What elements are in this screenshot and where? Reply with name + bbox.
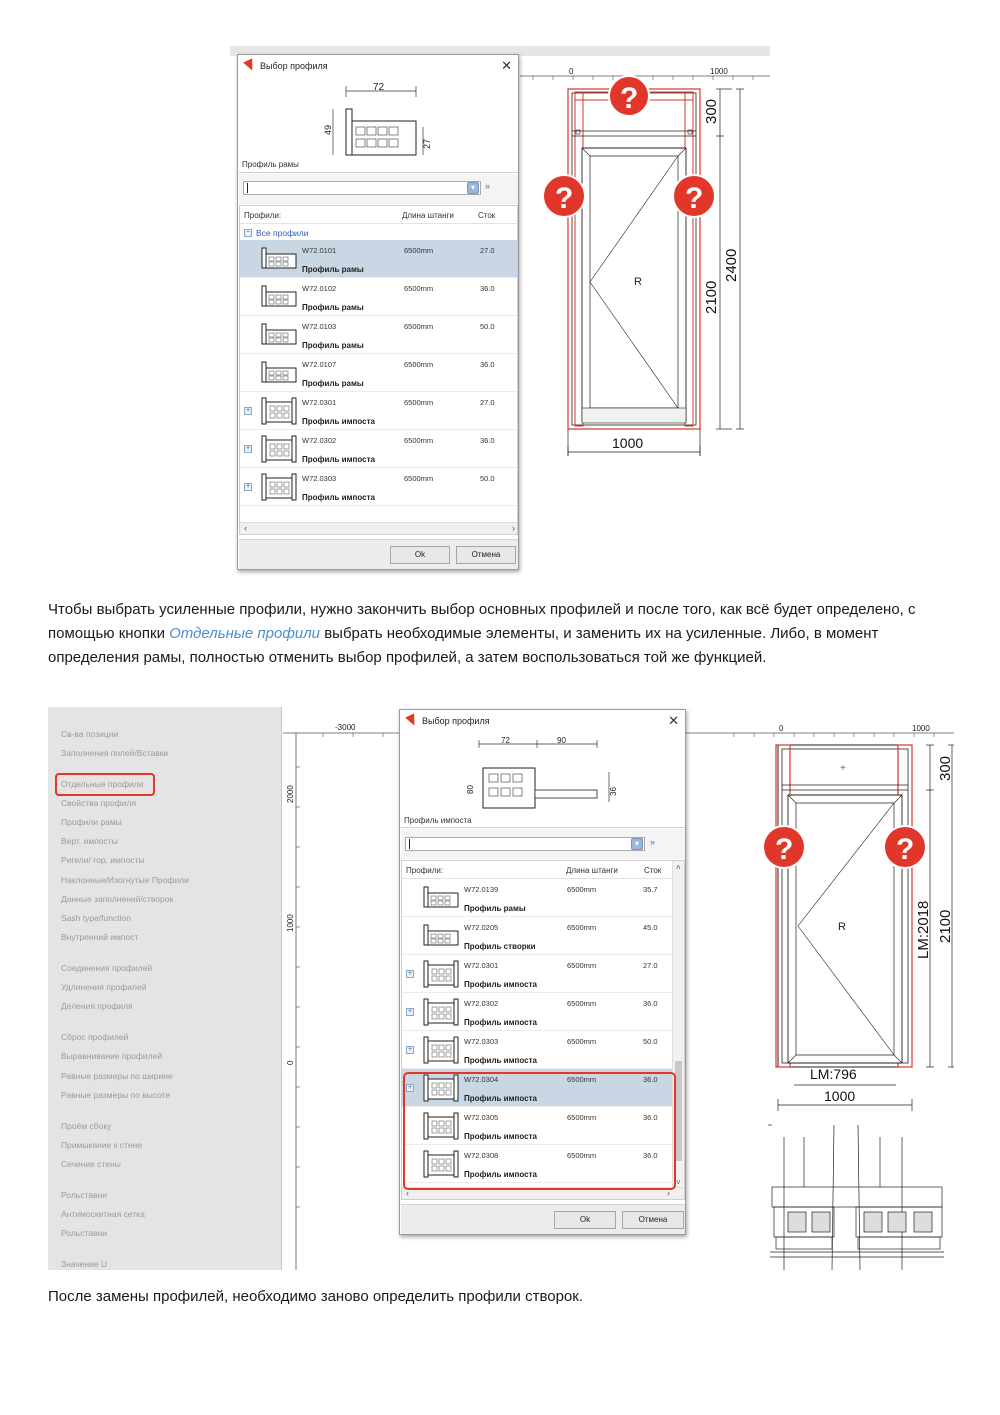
paragraph-text-2: выбрать необходимые элементы, и заменить их на усиленные. Либо, в момент определения рамы, полностью отменить выбор профилей, а затем воспользоваться той же функцией. — [48, 625, 879, 666]
sash-label-r-2: R — [838, 921, 846, 933]
profile-length: 6500mm — [404, 322, 434, 331]
table-row[interactable] — [402, 879, 672, 917]
profile-thumbnail-icon — [422, 1035, 460, 1065]
highlight-reinforced-profiles — [403, 1072, 676, 1190]
profile-length: 6500mm — [567, 1075, 597, 1084]
profile-stock: 27.0 — [480, 246, 495, 255]
profile-stock: 36.0 — [643, 1075, 658, 1084]
sidebar-item[interactable]: Данные заполнений/створок — [61, 894, 174, 904]
profile-name: Профиль импоста — [464, 1170, 537, 1179]
profile-stock: 50.0 — [480, 322, 495, 331]
profile-code: W72.0102 — [302, 284, 337, 293]
profile-preview — [239, 77, 518, 173]
horizontal-scrollbar[interactable] — [240, 522, 518, 534]
sidebar-item[interactable]: Равные размеры по высоте — [61, 1090, 171, 1100]
sidebar-item[interactable]: Равные размеры по ширине — [61, 1071, 173, 1081]
dim-72-2: 72 — [501, 736, 510, 745]
preview-caption: Профиль рамы — [242, 160, 299, 169]
scroll-left-icon[interactable]: ‹ — [406, 1188, 409, 1198]
dim-2100: 2100 — [703, 280, 720, 314]
profile-length: 6500mm — [567, 885, 597, 894]
canvas-left — [283, 707, 403, 1270]
profile-stock: 36.0 — [480, 436, 495, 445]
ruler-0: 0 — [569, 67, 574, 76]
dialog-title-bar-2 — [400, 710, 685, 732]
profile-length: 6500mm — [567, 999, 597, 1008]
profile-name: Профиль импоста — [464, 1056, 537, 1065]
profile-stock: 27.0 — [643, 961, 658, 970]
sidebar-item[interactable]: Наклонные/Изогнутые Профили — [61, 875, 189, 885]
chevron-down-icon[interactable]: ▾ — [631, 838, 643, 850]
profile-name: Профиль импоста — [302, 493, 375, 502]
profile-length: 6500mm — [404, 474, 434, 483]
profile-thumbnail-icon — [260, 282, 298, 312]
expand-icon[interactable]: + — [407, 970, 413, 977]
profile-stock: 35.7 — [643, 885, 658, 894]
profile-code: W72.0302 — [464, 999, 499, 1008]
profile-name: Профиль рамы — [302, 265, 364, 274]
sidebar-item[interactable]: Заполнения полей/Вставки — [61, 748, 169, 758]
sidebar-item[interactable]: Ригели/ гор. импосты — [61, 855, 145, 865]
profile-select-dialog-2 — [399, 709, 686, 1235]
profile-code: W72.0303 — [464, 1037, 499, 1046]
profile-name: Профиль импоста — [302, 455, 375, 464]
expand-icon[interactable]: + — [245, 483, 251, 490]
dialog-footer-2 — [401, 1204, 685, 1234]
screenshot-top — [230, 46, 770, 574]
sidebar-item[interactable]: Внутренний импост — [61, 932, 139, 942]
profile-code: W72.0302 — [302, 436, 337, 445]
profile-code: W72.0304 — [464, 1075, 499, 1084]
dialog-footer — [239, 539, 518, 569]
profile-select-dialog-1 — [237, 54, 519, 570]
profile-code: W72.0308 — [464, 1151, 499, 1160]
profile-stock: 27.0 — [480, 398, 495, 407]
header-profiles: Профили: — [406, 866, 444, 875]
header-profiles: Профили: — [244, 211, 282, 220]
profile-code: W72.0205 — [464, 923, 499, 932]
ruler-1000-top: 1000 — [912, 724, 930, 733]
profile-length: 6500mm — [567, 1113, 597, 1122]
profile-length: 6500mm — [404, 398, 434, 407]
table-row[interactable] — [240, 278, 517, 316]
window-drawing-2 — [684, 707, 954, 1270]
profile-stock: 50.0 — [480, 474, 495, 483]
ok-button[interactable]: Ok — [390, 546, 450, 564]
sidebar-item[interactable]: Антимоскитная сетка — [61, 1209, 145, 1219]
screenshot-bottom — [48, 707, 954, 1270]
profile-code: W72.0301 — [302, 398, 337, 407]
dim-300-2: 300 — [937, 755, 954, 781]
sidebar-item[interactable]: Выравнивание профилей — [61, 1051, 163, 1061]
profile-thumbnail-icon — [260, 358, 298, 388]
profile-name: Профиль рамы — [302, 303, 364, 312]
scroll-up-icon[interactable]: ˄ — [676, 863, 681, 872]
sidebar-item[interactable]: Св-ва позиции — [61, 729, 119, 739]
profiles-list — [239, 205, 518, 535]
profile-length: 6500mm — [567, 961, 597, 970]
dialog-title-bar — [238, 55, 518, 77]
expand-icon[interactable]: + — [407, 1008, 413, 1015]
sidebar-item[interactable]: Сброс профилей — [61, 1032, 129, 1042]
paragraph-instructions — [48, 598, 958, 670]
chevron-down-icon[interactable]: ▾ — [467, 182, 479, 194]
paragraph-after-replace: После замены профилей, необходимо заново определить профили створок. — [48, 1288, 583, 1305]
dim-72: 72 — [373, 83, 385, 93]
sidebar-item[interactable]: Примыкание к стене — [61, 1140, 142, 1150]
sidebar-menu — [48, 707, 282, 1270]
scroll-right-icon[interactable]: › — [512, 523, 515, 533]
profile-stock: 36.0 — [480, 284, 495, 293]
profile-name: Профиль импоста — [302, 417, 375, 426]
dim-1000: 1000 — [612, 435, 644, 451]
header-stock: Сток — [644, 866, 662, 875]
sidebar-item[interactable]: Удлинения профилей — [61, 982, 147, 992]
dim-90: 90 — [557, 736, 566, 745]
scroll-thumb[interactable] — [675, 1061, 682, 1161]
profile-length: 6500mm — [567, 1037, 597, 1046]
sidebar-item[interactable]: Рольставни — [61, 1228, 107, 1238]
profile-thumbnail-icon — [422, 883, 460, 913]
sidebar-item[interactable]: Профили рамы — [61, 817, 122, 827]
table-row[interactable] — [402, 917, 672, 955]
window-drawing-1 — [520, 56, 770, 456]
preview-caption-2: Профиль импоста — [404, 816, 472, 825]
lm-2018: LM:2018 — [915, 900, 932, 959]
sidebar-item[interactable]: Отдельные профили — [61, 779, 144, 789]
profile-stock: 45.0 — [643, 923, 658, 932]
dim-1000-2: 1000 — [824, 1088, 856, 1104]
profile-code: W72.0101 — [302, 246, 337, 255]
expand-icon[interactable]: + — [245, 445, 251, 452]
table-row[interactable] — [240, 392, 517, 430]
scroll-right-icon[interactable]: › — [667, 1188, 670, 1198]
profile-stock: 36.0 — [480, 360, 495, 369]
profile-code: W72.0139 — [464, 885, 499, 894]
header-length: Длина штанги — [402, 211, 454, 220]
profile-preview-2 — [401, 732, 685, 828]
table-row[interactable] — [240, 316, 517, 354]
svg-text:?: ? — [775, 833, 794, 866]
table-row[interactable] — [402, 993, 672, 1031]
expand-icon[interactable]: + — [407, 1084, 413, 1091]
sidebar-item[interactable]: Верт. импосты — [61, 836, 118, 846]
ruler-1000: 1000 — [710, 67, 728, 76]
table-row[interactable] — [240, 240, 517, 278]
dim-36: 36 — [609, 787, 618, 796]
svg-text:?: ? — [685, 182, 704, 215]
profile-thumbnail-icon — [260, 434, 298, 464]
cancel-button[interactable]: Отмена — [456, 546, 516, 564]
app-logo-icon — [243, 58, 257, 72]
profile-stock: 36.0 — [643, 1113, 658, 1122]
search-row-2 — [401, 829, 685, 859]
sidebar-item[interactable]: Sash type/function — [61, 913, 131, 923]
profile-thumbnail-icon — [260, 320, 298, 350]
question-badge-right-2 — [884, 826, 926, 868]
group-all-profiles[interactable]: Все профили — [256, 228, 309, 238]
double-chevron-icon[interactable]: » — [485, 181, 491, 191]
collapse-icon[interactable]: − — [245, 229, 251, 236]
dim-27: 27 — [422, 138, 432, 149]
profile-stock: 36.0 — [643, 1151, 658, 1160]
profile-name: Профиль рамы — [302, 341, 364, 350]
profile-stock: 50.0 — [643, 1037, 658, 1046]
highlight-separate-profiles — [55, 773, 155, 796]
svg-text:?: ? — [620, 82, 639, 115]
center-mark: + — [840, 763, 846, 774]
table-row[interactable] — [240, 468, 517, 506]
profile-name: Профиль створки — [464, 942, 536, 951]
separate-profiles-link[interactable]: Отдельные профили — [169, 625, 321, 642]
sidebar-item[interactable]: Деления профиля — [61, 1001, 133, 1011]
question-badge-left-2 — [763, 826, 805, 868]
profile-length: 6500mm — [567, 1151, 597, 1160]
ruler-minus-3000: -3000 — [335, 723, 356, 732]
profile-code: W72.0107 — [302, 360, 337, 369]
expand-icon[interactable]: + — [407, 1046, 413, 1053]
profile-name: Профиль рамы — [302, 379, 364, 388]
dim-49: 49 — [323, 124, 333, 135]
svg-text:?: ? — [555, 182, 574, 215]
profile-section-view — [768, 1125, 944, 1270]
profile-length: 6500mm — [404, 284, 434, 293]
dim-2100-2: 2100 — [937, 909, 954, 943]
sidebar-item[interactable]: Соединения профилей — [61, 963, 153, 973]
table-row[interactable] — [402, 1031, 672, 1069]
sash-label-r: R — [634, 276, 642, 288]
profile-thumbnail-icon — [422, 959, 460, 989]
profile-name: Профиль импоста — [464, 980, 537, 989]
profile-name: Профиль рамы — [464, 904, 526, 913]
ruler-0-top: 0 — [779, 724, 784, 733]
ruler-2000: 2000 — [286, 785, 295, 803]
header-stock: Сток — [478, 211, 496, 220]
list-header — [240, 206, 517, 224]
close-icon[interactable]: ✕ — [668, 713, 679, 728]
profile-thumbnail-icon — [260, 472, 298, 502]
profile-length: 6500mm — [404, 436, 434, 445]
profile-length: 6500mm — [567, 923, 597, 932]
profile-name: Профиль импоста — [464, 1018, 537, 1027]
list-header-2 — [402, 861, 684, 879]
scroll-left-icon[interactable]: ‹ — [244, 523, 247, 533]
question-badge-right — [673, 175, 715, 217]
close-icon[interactable]: ✕ — [501, 58, 512, 73]
ruler-0-v: 0 — [286, 1060, 295, 1065]
search-input[interactable] — [243, 181, 481, 195]
expand-icon[interactable]: + — [245, 407, 251, 414]
sidebar-item[interactable]: Значение U — [61, 1259, 108, 1269]
app-logo-icon — [405, 713, 419, 727]
table-row[interactable] — [402, 955, 672, 993]
dim-2400: 2400 — [723, 248, 740, 282]
cancel-button[interactable]: Отмена — [622, 1211, 684, 1229]
profile-name: Профиль импоста — [464, 1094, 537, 1103]
table-row[interactable] — [240, 354, 517, 392]
paragraph-text-1: Чтобы выбрать усиленные профили, нужно закончить выбор основных профилей и после того, как всё будет определено, с помощью кнопки — [48, 601, 916, 642]
table-row[interactable] — [240, 430, 517, 468]
profile-code: W72.0305 — [464, 1113, 499, 1122]
ruler-1000-v: 1000 — [286, 914, 295, 932]
double-chevron-icon[interactable]: » — [650, 837, 656, 847]
dialog-title: Выбор профиля — [260, 61, 328, 71]
profile-name: Профиль импоста — [464, 1132, 537, 1141]
svg-text:?: ? — [896, 833, 915, 866]
sidebar-item[interactable]: Проём сбоку — [61, 1121, 112, 1131]
profile-thumbnail-icon — [422, 997, 460, 1027]
mullion-section-drawing — [461, 736, 631, 816]
profile-section-drawing — [323, 83, 433, 165]
sidebar-item[interactable]: Свойства профиля — [61, 798, 137, 808]
dialog-title-2: Выбор профиля — [422, 716, 490, 726]
profile-thumbnail-icon — [260, 396, 298, 426]
profile-thumbnail-icon — [422, 921, 460, 951]
question-badge-top — [609, 76, 649, 116]
profile-length: 6500mm — [404, 360, 434, 369]
question-badge-left — [543, 175, 585, 217]
profile-code: W72.0303 — [302, 474, 337, 483]
profile-thumbnail-icon — [260, 244, 298, 274]
profile-code: W72.0103 — [302, 322, 337, 331]
lm-796: LM:796 — [810, 1066, 857, 1082]
sidebar-item[interactable]: Рольставни — [61, 1190, 107, 1200]
profile-length: 6500mm — [404, 246, 434, 255]
sidebar-item[interactable]: Сечение стены — [61, 1159, 121, 1169]
profile-stock: 36.0 — [643, 999, 658, 1008]
search-input-2[interactable] — [405, 837, 645, 851]
ok-button[interactable]: Ok — [554, 1211, 616, 1229]
search-row — [239, 174, 518, 204]
dim-300: 300 — [703, 98, 720, 124]
header-length: Длина штанги — [566, 866, 618, 875]
profiles-list-2 — [401, 860, 685, 1200]
dim-80: 80 — [466, 785, 475, 794]
scroll-down-icon[interactable]: ˅ — [676, 1178, 681, 1187]
profile-code: W72.0301 — [464, 961, 499, 970]
